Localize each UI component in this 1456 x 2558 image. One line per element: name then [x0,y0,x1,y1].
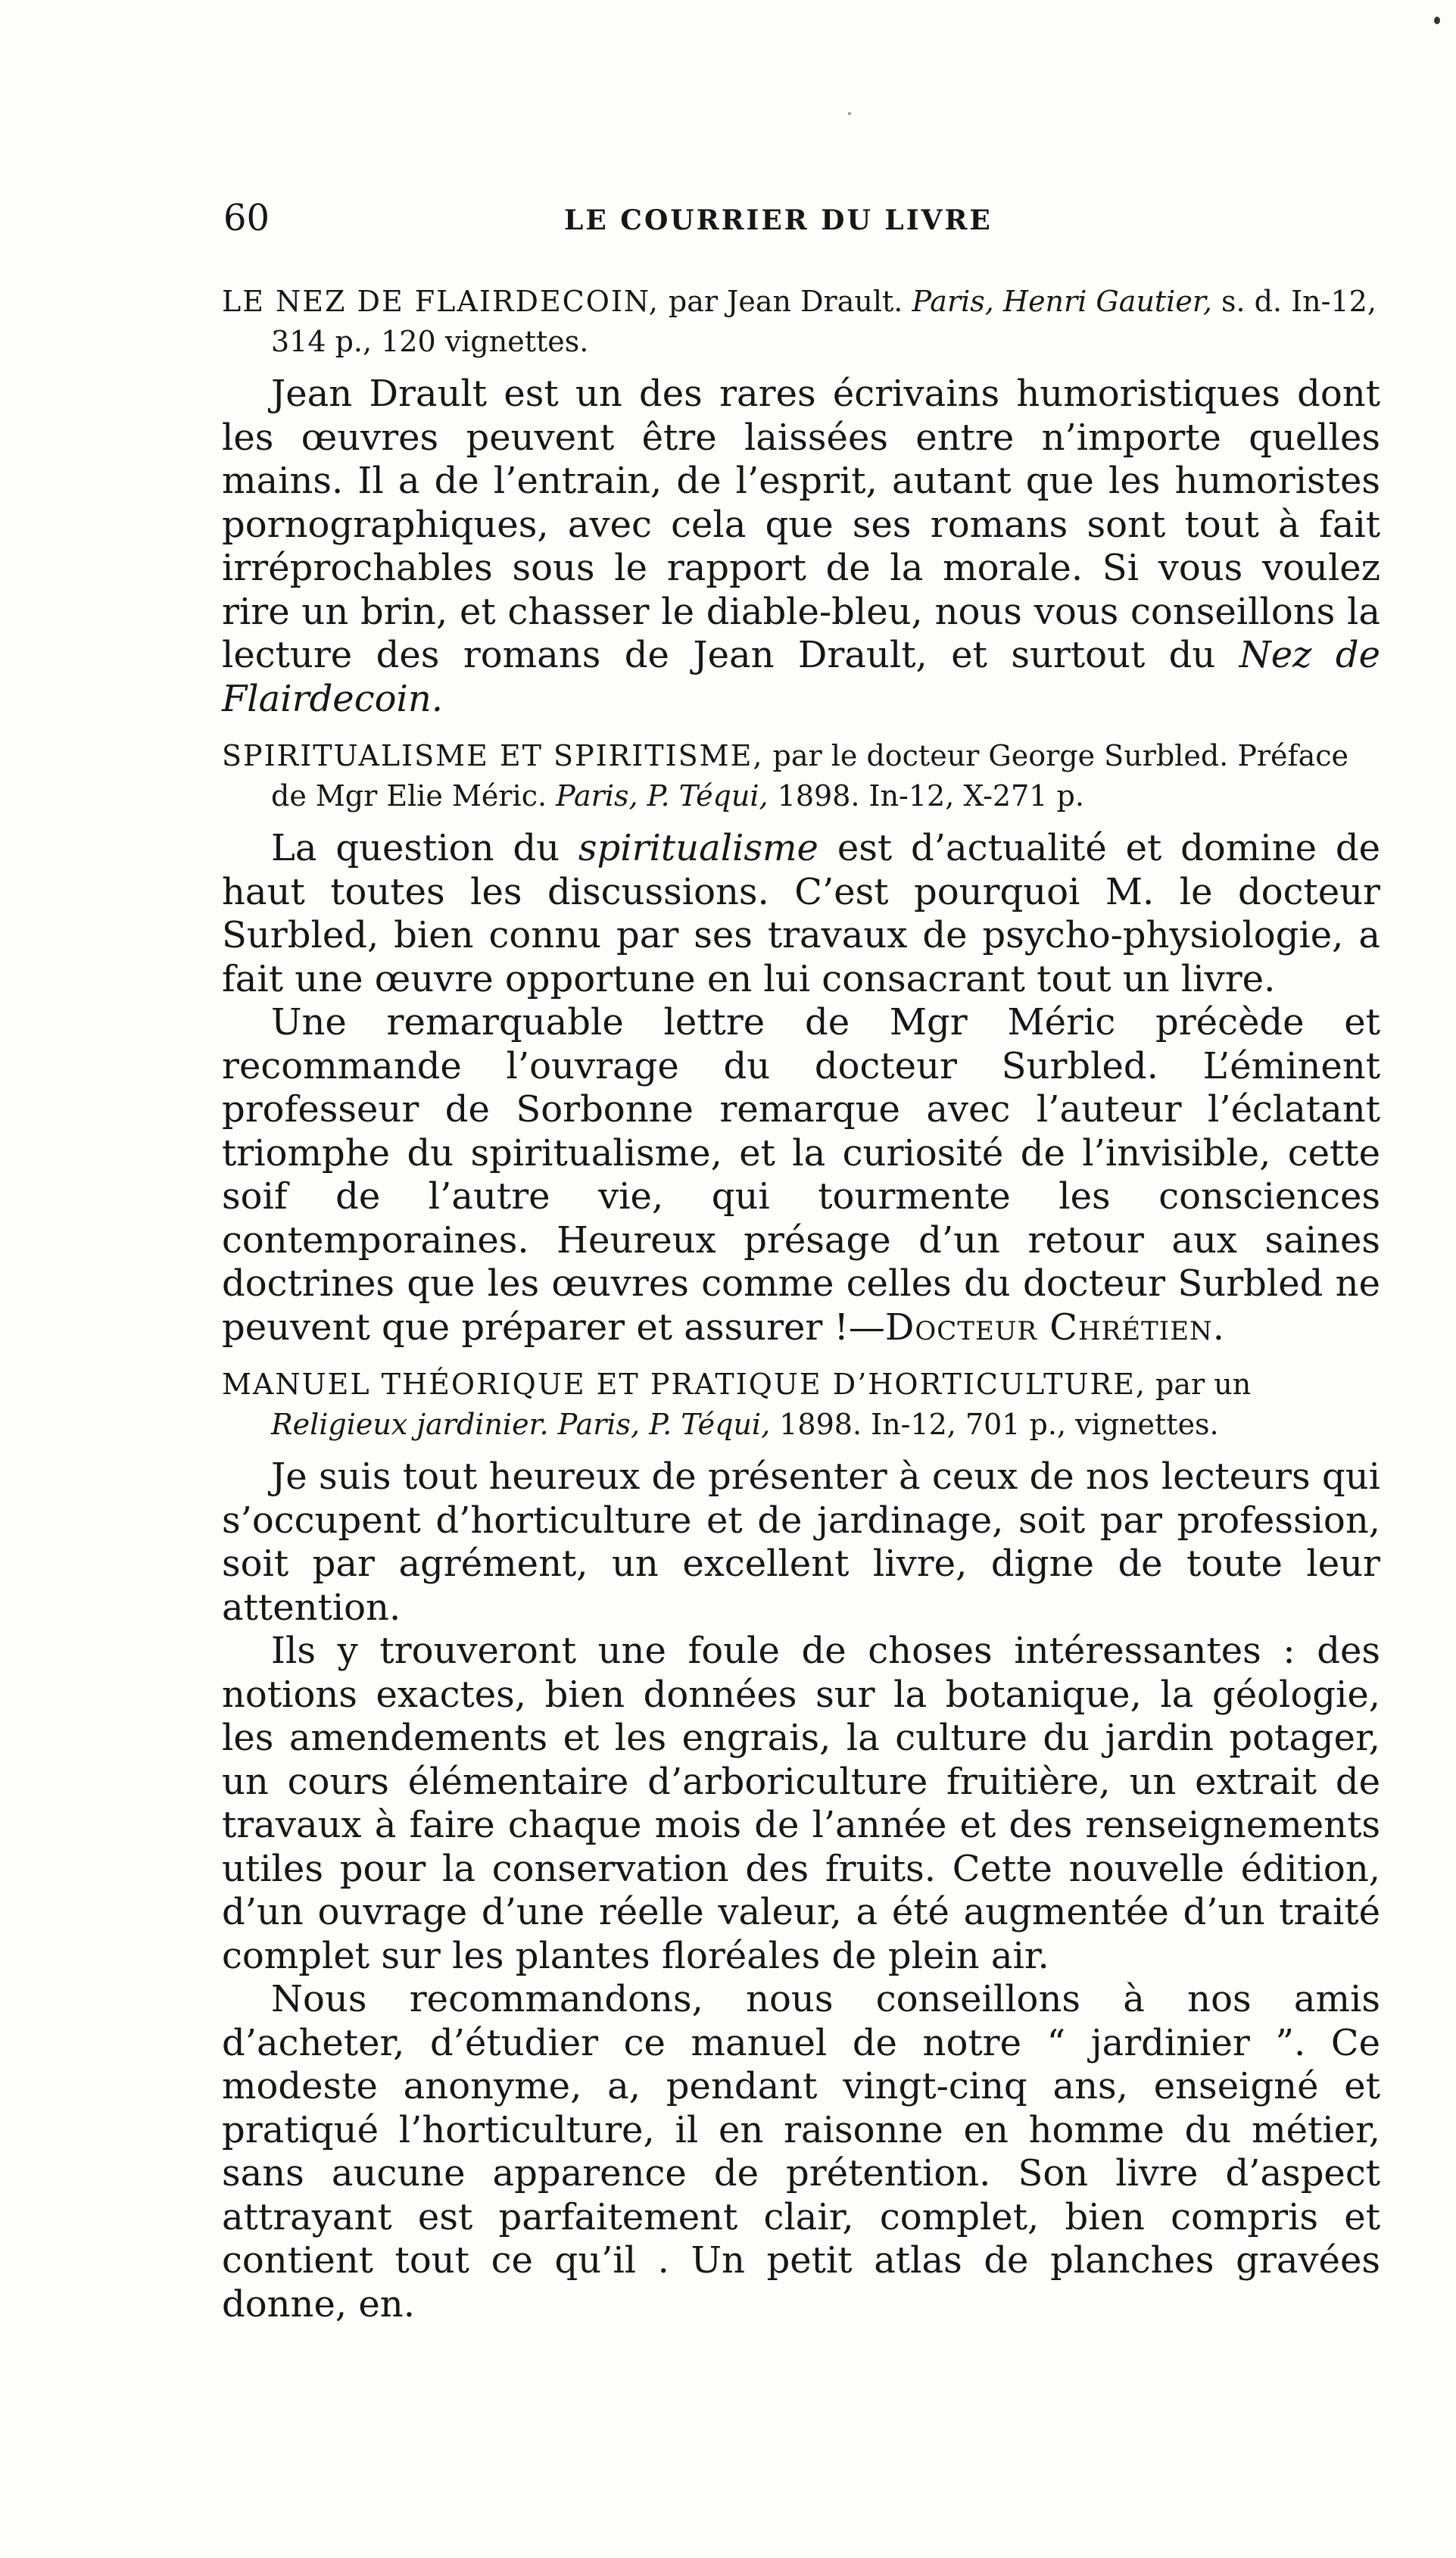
book-details: 1898. In-12, X-271 p. [777,779,1084,813]
reviewer-signature: Docteur Chrétien. [884,1306,1226,1349]
book-details: 1898. In-12, 701 p., vignettes. [779,1408,1219,1441]
review-paragraph: Nous recommandons, nous conseillons à nos amis d’acheter, d’étudier ce manuel de notre “ jardinier ”. Ce modeste anonyme, a, pendant vingt-cinq ans, enseigné et pratiqué l’horticulture, il en raisonne en homme du métier, sans aucune apparence de prétention. Son livre d’aspect attrayant est parfaitement clair, complet, bien compris et contient tout ce qu’il . Un petit atlas de planches gravées donne, en. [222,1978,1380,2326]
book-details: s. d. In-12, 314 p., 120 vignettes. [271,285,1376,358]
entry-heading [222,736,1380,816]
page-header [223,195,1047,241]
page-content [222,282,1380,2326]
book-title: MANUEL THÉORIQUE ET PRATIQUE D’HORTICULTURE, [222,1368,1146,1401]
review-entry [222,1365,1380,2326]
book-imprint: Paris, Henri Gautier, [912,285,1212,318]
book-byline: par un [1155,1368,1252,1401]
book-preface: Préface de Mgr Elie Méric. [271,739,1349,813]
review-paragraph: Jean Drault est un des rares écrivains humoristiques dont les œuvres peuvent être laissées entre n’importe quelles mains. Il a de l’entrain, de l’esprit, autant que les humoristes pornographiques, avec cela que ses romans sont tout à fait irréprochables sous le rapport de la morale. Si vous voulez rire un brin, et chasser le diable-bleu, nous vous conseillons la lecture des romans de Jean Drault, et surtout du Nez de Flairdecoin. [222,373,1381,720]
review-paragraph: Ils y trouveront une foule de choses intéressantes : des notions exactes, bien données sur la botanique, la géologie, les amendements et les engrais, la culture du jardin potager, un cours élémentaire d’arboriculture fruitière, un extrait de travaux à faire chaque mois de l’année et des renseignements utiles pour la conservation des fruits. Cette nouvelle édition, d’un ouvrage d’une réelle valeur, a été augmentée d’un traité complet sur les plantes floréales de plein air. [222,1630,1380,1977]
book-byline: par le docteur George Surbled. [772,739,1229,772]
book-title: LE NEZ DE FLAIRDECOIN, [222,285,659,318]
book-author: Religieux jardinier. [271,1408,549,1441]
review-paragraph: Je suis tout heureux de présenter à ceux de nos lecteurs qui s’occupent d’horticulture et de jardinage, soit par profession, soit par agrément, un excellent livre, digne de toute leur attention. [222,1455,1380,1629]
print-speck [848,112,851,115]
book-imprint: Paris, P. Téqui, [557,1408,771,1441]
print-speck [1434,17,1440,24]
review-entry [222,282,1380,721]
book-title: SPIRITUALISME ET SPIRITISME, [222,739,764,772]
entry-heading [222,282,1380,362]
italic-title: Nez de Flairdecoin. [222,634,1381,720]
running-title: LE COURRIER DU LIVRE [564,204,993,236]
page-number: 60 [223,197,270,239]
review-paragraph: Une remarquable lettre de Mgr Méric précède et recommande l’ouvrage du docteur Surbled. L’éminent professeur de Sorbonne remarque avec l’auteur l’éclatant triomphe du spiritualisme, et la curiosité de l’invisible, cette soif de l’autre vie, qui tourmente les consciences contemporaines. Heureux présage d’un retour aux saines doctrines que les œuvres comme celles du docteur Surbled ne peuvent que préparer et assurer !—Docteur Chrétien. [222,1001,1380,1349]
review-paragraph: La question du spiritualisme est d’actualité et domine de haut toutes les discussions. C’est pourquoi M. le docteur Surbled, bien connu par ses travaux de psycho-physiologie, a fait une œuvre opportune en lui consacrant tout un livre. [222,827,1380,1000]
entry-heading [222,1365,1380,1445]
review-entry [222,736,1380,1349]
book-byline: par Jean Drault. [668,285,903,318]
book-imprint: Paris, P. Téqui, [556,779,769,813]
